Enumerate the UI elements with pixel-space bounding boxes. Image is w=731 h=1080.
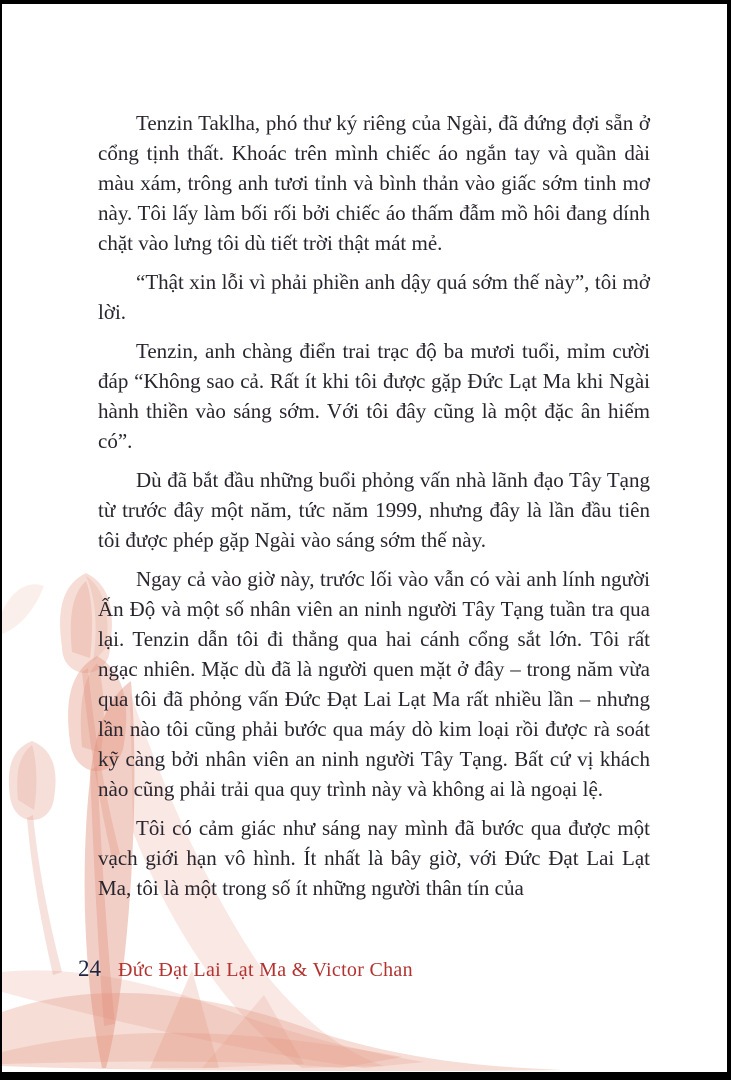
running-footer-title: Đức Đạt Lai Lạt Ma & Victor Chan bbox=[118, 959, 413, 981]
paragraph: Ngay cả vào giờ này, trước lối vào vẫn có vài anh lính người Ấn Độ và một số nhân viên an ninh người Tây Tạng tuần tra qua lại. Tenzin dẫn tôi đi thẳng qua hai cánh cổng sắt lớn. Tôi rất ngạc nhiên. Mặc dù đã là người quen mặt ở đây – trong năm vừa qua tôi đã phỏng vấn Đức Đạt Lai Lạt Ma rất nhiều lần – nhưng lần nào tôi cũng phải bước qua máy dò kim loại rồi được rà soát kỹ càng bởi nhân viên an ninh người Tây Tạng. Bất cứ vị khách nào cũng phải trải qua quy trình này và không ai là ngoại lệ. bbox=[98, 567, 650, 801]
paragraph: Tôi có cảm giác như sáng nay mình đã bước qua được một vạch giới hạn vô hình. Ít nhất là bây giờ, với Đức Đạt Lai Lạt Ma, tôi là một trong số ít những người thân tín của bbox=[98, 816, 650, 900]
paragraph: “Thật xin lỗi vì phải phiền anh dậy quá sớm thế này”, tôi mở lời. bbox=[98, 270, 650, 324]
book-page bbox=[2, 4, 727, 1072]
page-footer bbox=[78, 956, 413, 982]
page-number: 24 bbox=[78, 956, 101, 981]
body-text bbox=[98, 108, 650, 912]
paragraph: Tenzin, anh chàng điển trai trạc độ ba mươi tuổi, mỉm cười đáp “Không sao cả. Rất ít khi tôi được gặp Đức Lạt Ma khi Ngài hành thiền vào sáng sớm. Với tôi đây cũng là một đặc ân hiếm có”. bbox=[98, 339, 650, 453]
paragraph: Tenzin Taklha, phó thư ký riêng của Ngài, đã đứng đợi sẵn ở cổng tịnh thất. Khoác trên mình chiếc áo ngắn tay và quần dài màu xám, trông anh tươi tỉnh và bình thản vào giấc sớm tinh mơ này. Tôi lấy làm bối rối bởi chiếc áo thấm đẫm mồ hôi đang dính chặt vào lưng tôi dù tiết trời thật mát mẻ. bbox=[98, 111, 650, 255]
paragraph: Dù đã bắt đầu những buổi phỏng vấn nhà lãnh đạo Tây Tạng từ trước đây một năm, tức năm 1999, nhưng đây là lần đầu tiên tôi được phép gặp Ngài vào sáng sớm thế này. bbox=[98, 468, 650, 552]
